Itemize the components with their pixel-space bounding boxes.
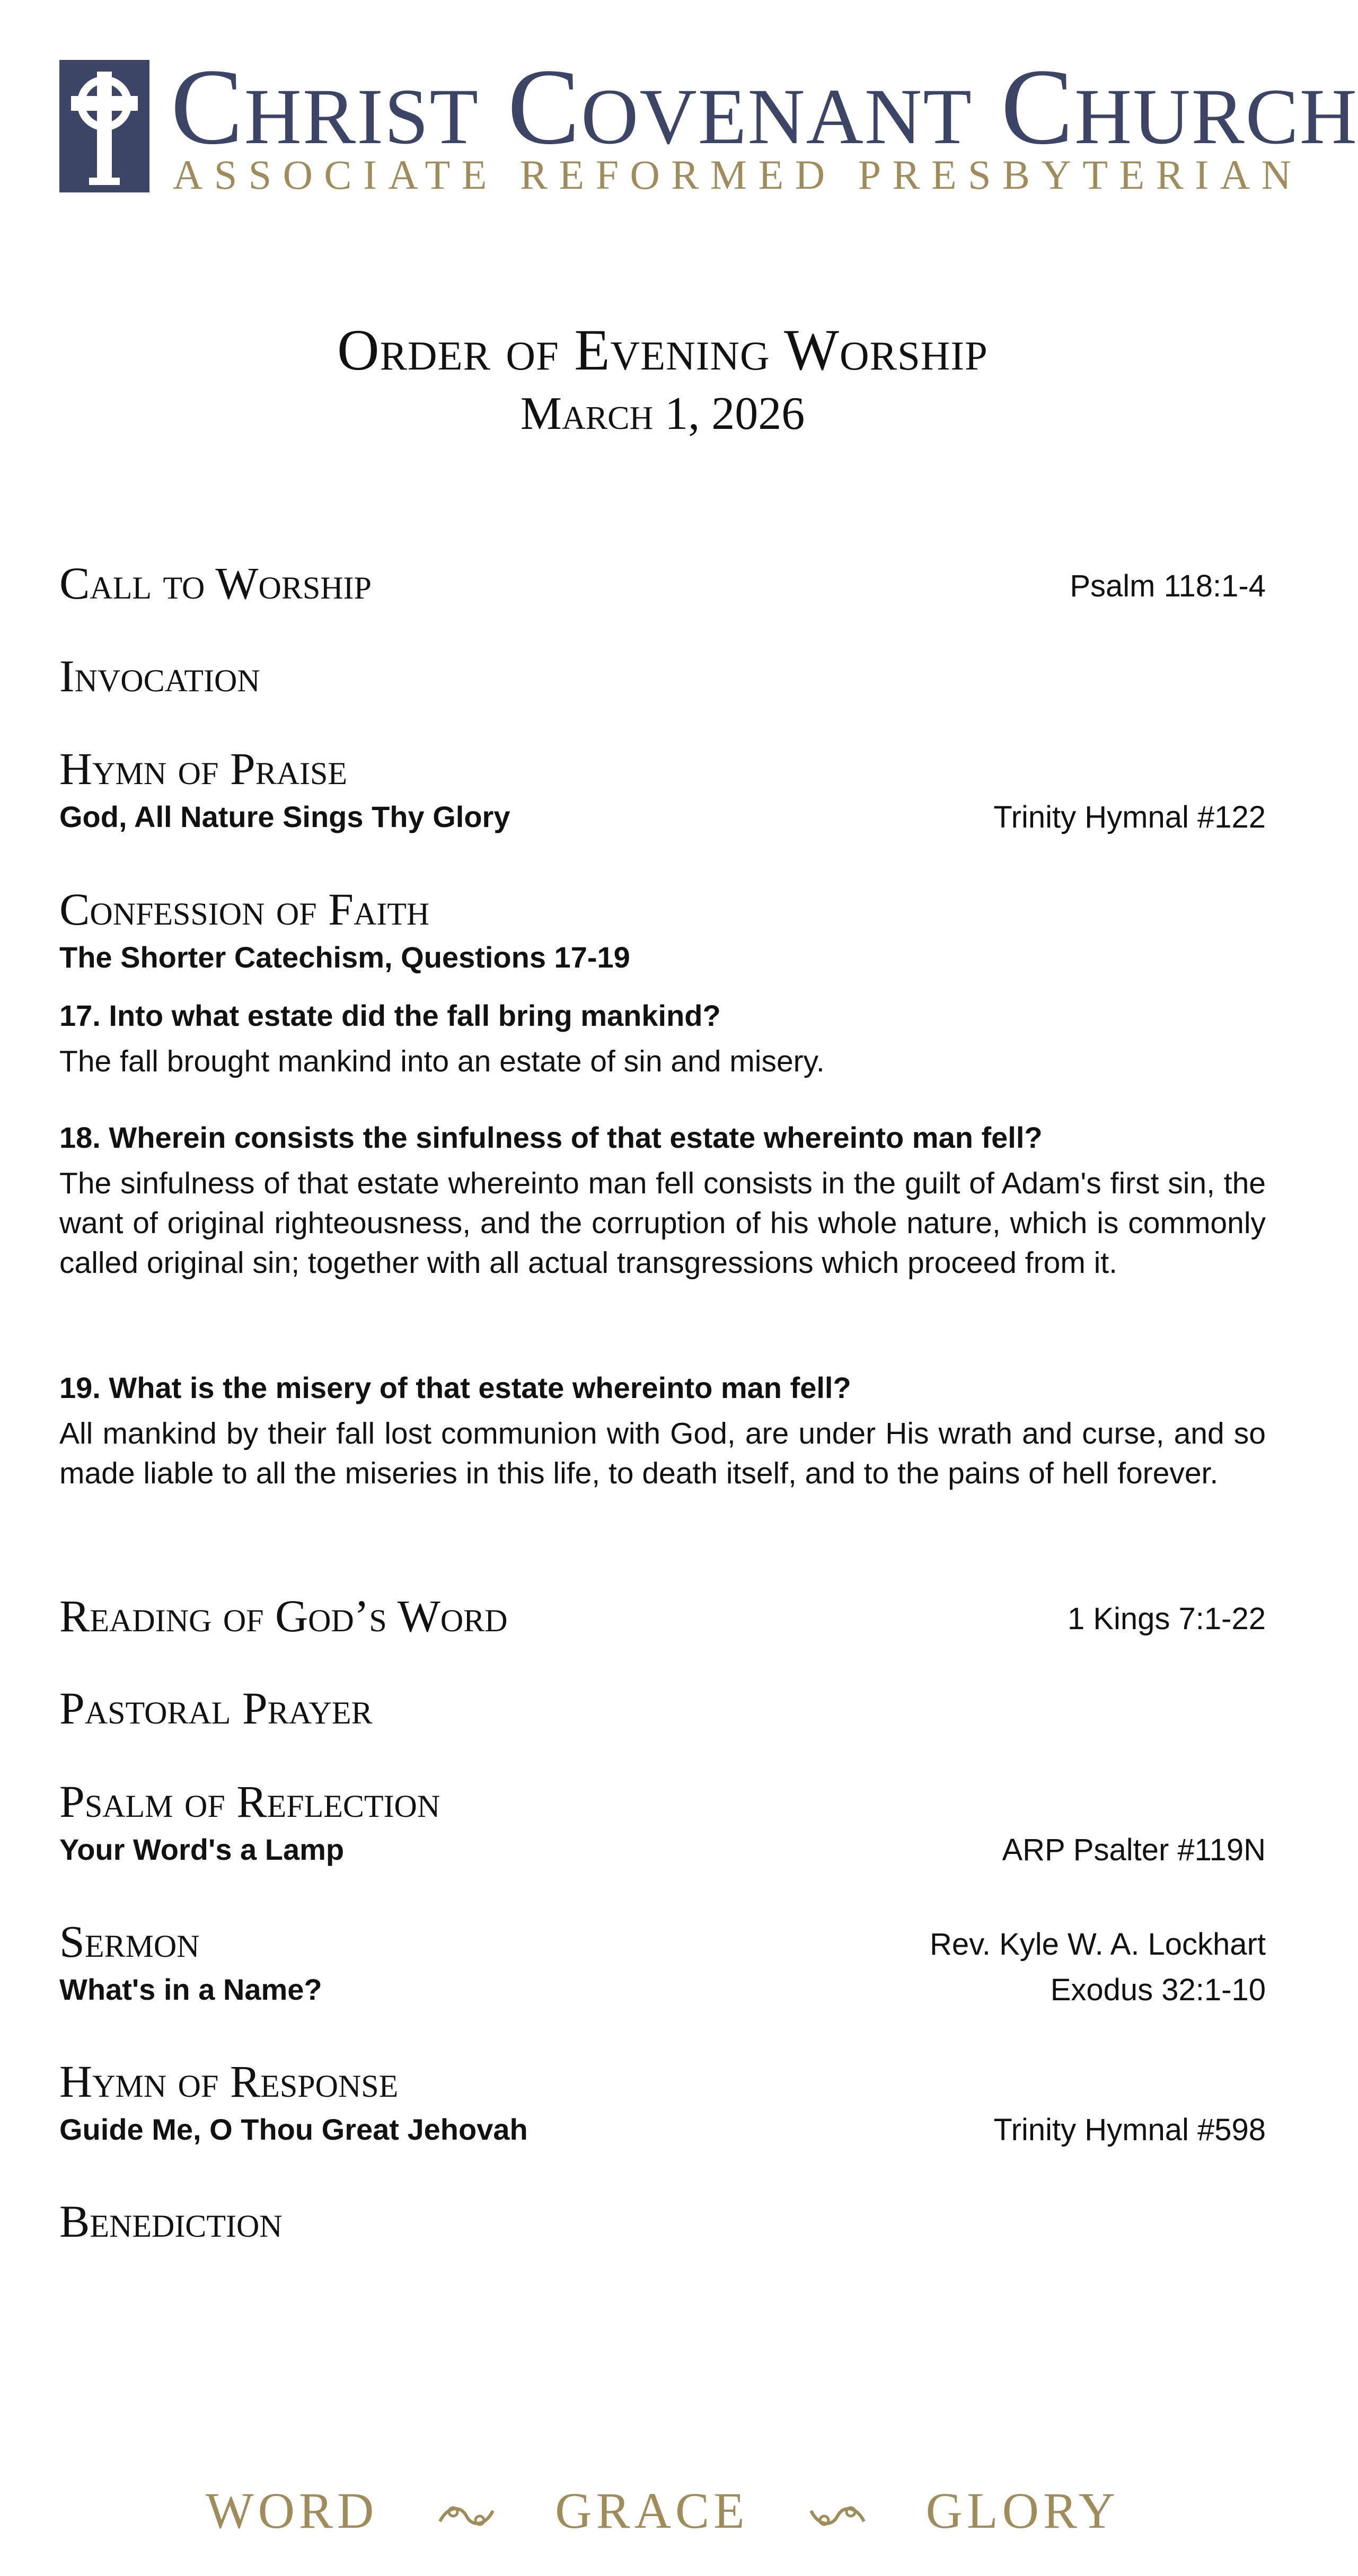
church-name-word-3: CHURCH [1001, 47, 1358, 167]
section-reading [59, 1589, 1266, 1642]
service-title: Order of Evening Worship [337, 318, 988, 382]
catechism-question-19: 19. What is the misery of that estate whereinto man fell? [59, 1371, 851, 1404]
motto-word-2: GRACE [555, 2482, 749, 2539]
catechism-answer-19: All mankind by their fall lost communion with God, are under His wrath and curse, and so made liable to all the miseries in this life, to death itself, and to the pains of hell forever. [59, 1417, 1266, 1490]
section-title: Hymn of Praise [59, 743, 347, 794]
church-name-word-2: COVENANT [507, 47, 973, 167]
section-invocation [59, 649, 1266, 702]
hymn-reference: Trinity Hymnal #122 [993, 800, 1266, 834]
church-header [59, 47, 1358, 198]
motto-word-1: WORD [205, 2482, 378, 2539]
service-date: March 1, 2026 [520, 388, 805, 439]
psalm-reference: ARP Psalter #119N [1002, 1833, 1266, 1867]
section-pastoral-prayer [59, 1682, 1266, 1735]
catechism-question-18: 18. Wherein consists the sinfulness of that estate whereinto man fell? [59, 1121, 1043, 1154]
footer-motto [59, 2481, 1266, 2540]
section-title: Psalm of Reflection [59, 1776, 440, 1827]
flourish-ornament-icon [808, 2500, 867, 2532]
scripture-reference: Psalm 118:1-4 [1070, 569, 1266, 603]
church-name [171, 47, 1358, 167]
section-title: Sermon [59, 1916, 200, 1967]
sermon-text-reference: Exodus 32:1-10 [1050, 1973, 1266, 2007]
section-hymn-of-response [59, 2055, 1266, 2150]
celtic-cross-icon [59, 60, 149, 192]
section-title: Reading of God’s Word [59, 1590, 508, 1641]
section-title: Hymn of Response [59, 2056, 399, 2107]
section-sermon [59, 1915, 1266, 2010]
section-benediction [59, 2195, 1266, 2248]
sermon-title: What's in a Name? [59, 1973, 322, 2006]
preacher-name: Rev. Kyle W. A. Lockhart [930, 1927, 1266, 1962]
catechism-answer-18: The sinfulness of that estate whereinto man fell consists in the guilt of Adam's first sin, the want of original righteousness, and the corruption of his whole nature, which is commonly called original sin; together with all actual transgressions which proceed from it. [59, 1166, 1266, 1280]
catechism-question-17: 17. Into what estate did the fall bring mankind? [59, 999, 721, 1032]
church-denomination: ASSOCIATE REFORMED PRESBYTERIAN [173, 152, 1303, 198]
hymn-title: Guide Me, O Thou Great Jehovah [59, 2113, 528, 2146]
section-call-to-worship [59, 557, 1266, 610]
flourish-ornament-icon [437, 2500, 496, 2532]
section-title: Call to Worship [59, 558, 372, 609]
church-logo [59, 60, 149, 192]
section-title: Confession of Faith [59, 884, 430, 935]
service-title-block [59, 318, 1266, 440]
section-confession-of-faith [59, 883, 1266, 1572]
section-title: Benediction [59, 2196, 283, 2247]
section-title: Pastoral Prayer [59, 1683, 373, 1734]
section-psalm-of-reflection [59, 1775, 1266, 1870]
psalm-title: Your Word's a Lamp [59, 1833, 345, 1866]
hymn-title: God, All Nature Sings Thy Glory [59, 800, 510, 833]
catechism-title: The Shorter Catechism, Questions 17-19 [59, 940, 630, 974]
catechism-answer-17: The fall brought mankind into an estate of sin and misery. [59, 1044, 825, 1078]
church-name-word-1: CHRIST [171, 47, 480, 167]
motto-word-3: GLORY [925, 2482, 1119, 2539]
section-title: Invocation [59, 650, 260, 701]
bulletin-page [59, 0, 1358, 2576]
scripture-reference: 1 Kings 7:1-22 [1067, 1602, 1266, 1636]
hymn-reference: Trinity Hymnal #598 [993, 2113, 1266, 2147]
section-hymn-of-praise [59, 742, 1266, 838]
